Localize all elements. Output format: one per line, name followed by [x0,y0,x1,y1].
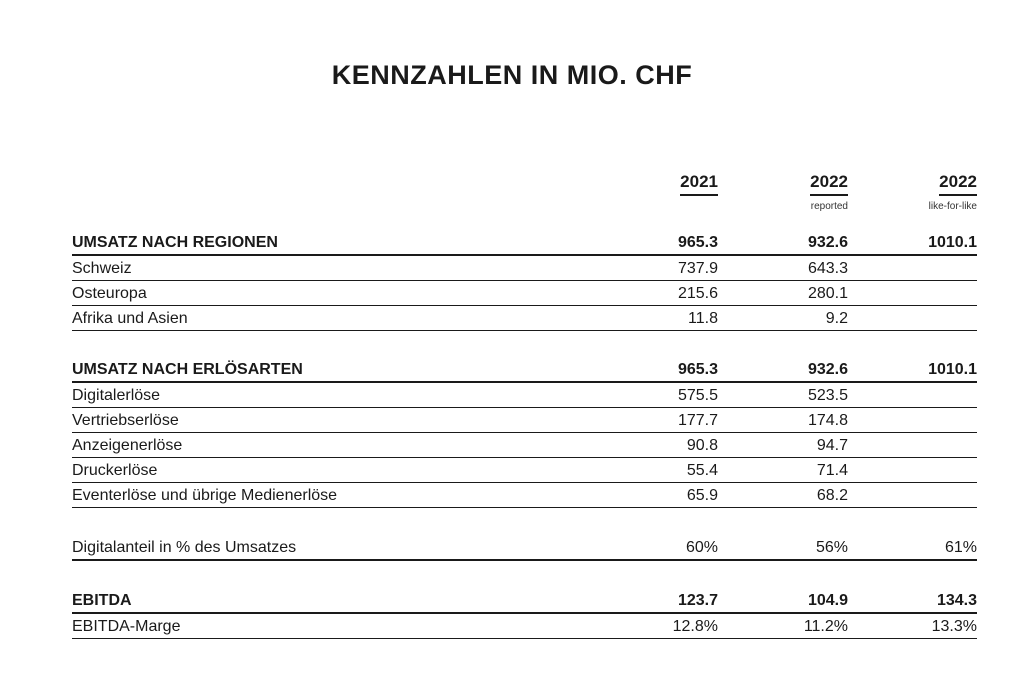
value-2021: 65.9 [686,487,718,504]
value-2022-reported: 11.2% [803,618,848,635]
row-label: Eventerlöse und übrige Medienerlöse [72,487,338,504]
value-2022-like-for-like: 1010.1 [928,234,977,251]
value-2021: 965.3 [677,361,718,378]
value-2022-reported: 104.9 [807,592,848,609]
value-2021: 215.6 [677,285,718,302]
row-label: EBITDA-Marge [72,618,181,635]
page-title: KENNZAHLEN IN MIO. CHF [331,60,693,90]
value-2022-like-for-like: 13.3% [931,618,977,635]
section-heading-regions [72,230,977,256]
table-row [72,306,977,331]
row-label: Digitalanteil in % des Umsatzes [72,539,297,556]
row-label: Osteuropa [72,285,147,302]
value-2022-reported: 68.2 [816,487,848,504]
value-2021: 737.9 [677,260,718,277]
value-2021: 965.3 [677,234,718,251]
value-2021: 123.7 [677,592,718,609]
row-label: UMSATZ NACH REGIONEN [72,234,278,251]
row-label: Digitalerlöse [72,387,161,404]
section-spacer [72,561,977,588]
table-row [72,433,977,458]
table-row [72,256,977,281]
value-2021: 55.4 [686,462,718,479]
ebitda-row [72,588,977,614]
value-2022-like-for-like: 134.3 [936,592,977,609]
value-2022-like-for-like: 1010.1 [928,361,977,378]
value-2022-reported: 174.8 [807,412,848,429]
section-spacer [72,508,977,535]
value-2021: 177.7 [677,412,718,429]
row-label: Anzeigenerlöse [72,437,183,454]
value-2022-reported: 932.6 [807,234,848,251]
table-row [72,483,977,508]
row-label: Afrika und Asien [72,310,188,327]
column-year: 2022 [939,172,977,196]
value-2022-reported: 523.5 [807,387,848,404]
value-2021: 60% [685,539,718,556]
column-header-2022-like-for-like [929,172,977,212]
column-header-2021 [680,172,718,196]
digital-share-row [72,535,977,561]
section-spacer [72,331,977,357]
row-label: EBITDA [72,592,132,609]
table-row [72,458,977,483]
value-2022-reported: 932.6 [807,361,848,378]
table-row [72,383,977,408]
table-header [72,172,977,230]
table-row [72,408,977,433]
column-year: 2021 [680,172,718,196]
column-header-2022-reported [810,172,848,212]
ebitda-margin-row [72,614,977,639]
value-2021: 575.5 [677,387,718,404]
value-2021: 12.8% [672,618,718,635]
column-subtitle: like-for-like [928,201,977,212]
value-2022-reported: 94.7 [816,437,848,454]
table-row [72,281,977,306]
value-2022-reported: 643.3 [807,260,848,277]
row-label: Druckerlöse [72,462,158,479]
value-2021: 11.8 [688,310,718,327]
value-2021: 90.8 [686,437,718,454]
section-heading-revenue-types [72,357,977,383]
row-label: Vertriebserlöse [72,412,179,429]
value-2022-reported: 280.1 [807,285,848,302]
value-2022-reported: 9.2 [825,310,848,327]
key-figures-table [72,172,977,639]
value-2022-like-for-like: 61% [944,539,977,556]
column-subtitle: reported [810,201,848,212]
column-year: 2022 [810,172,848,196]
value-2022-reported: 56% [815,539,848,556]
row-label: Schweiz [72,260,132,277]
row-label: UMSATZ NACH ERLÖSARTEN [72,361,303,378]
value-2022-reported: 71.4 [816,462,848,479]
